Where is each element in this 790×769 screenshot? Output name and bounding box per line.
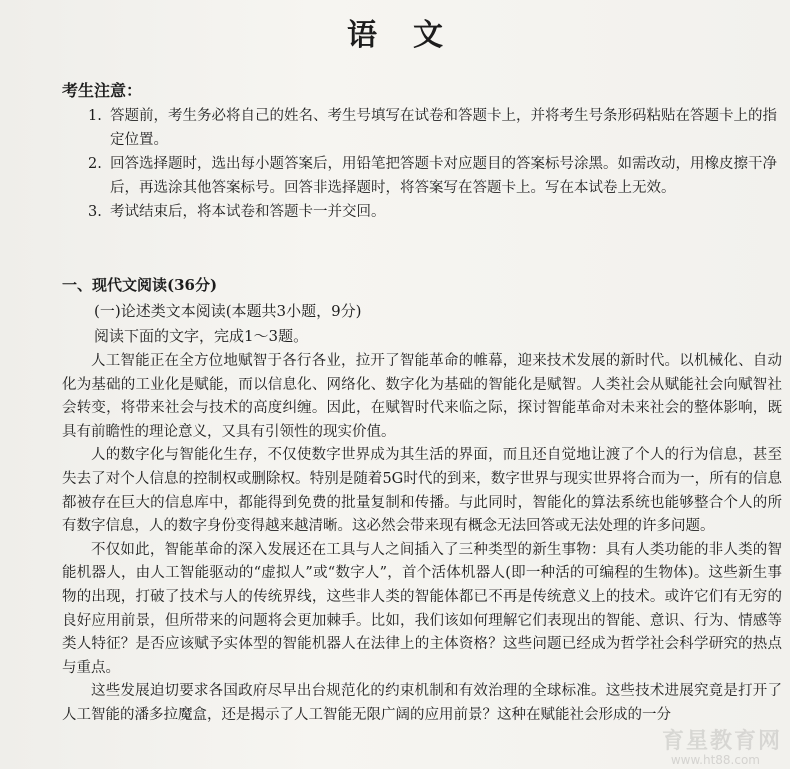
notice-item <box>88 104 778 152</box>
notice-list <box>88 104 778 224</box>
notice-heading: 考生注意： <box>62 81 143 100</box>
notice-number: 3. <box>88 204 102 220</box>
reading-instruction: 阅读下面的文字，完成1～3题。 <box>94 327 309 345</box>
reading-passage <box>62 350 782 728</box>
notice-number: 2. <box>88 156 102 172</box>
watermark: 育星教育网 <box>661 729 782 754</box>
notice-text: 考试结束后，将本试卷和答题卡一并交回。 <box>110 204 386 220</box>
passage-paragraph: 人的数字化与智能化生存，不仅使数字世界成为其生活的界面，而且还自觉地让渡了个人的行为信息，甚至失去了对个人信息的控制权或删除权。特别是随着5G时代的到来，数字世界与现实世界将合而为一，所有的信息都被存在巨大的信息库中，都能得到免费的批量复制和传播。与此同时，智能化的算法系统也能够整合个人的所有数字信息，人的数字身份变得越来越清晰。这必然会带来现有概念无法回答或无法处理的许多问题。 <box>62 447 782 535</box>
sub-section-heading: (一)论述类文本阅读(本题共3小题，9分) <box>94 302 362 320</box>
section-heading: 一、现代文阅读(36分) <box>62 276 218 294</box>
passage-paragraph: 这些发展迫切要求各国政府尽早出台规范化的约束机制和有效治理的全球标准。这些技术进展究竟是打开了人工智能的潘多拉魔盒，还是揭示了人工智能无限广阔的应用前景？这种在赋能社会形成的一分 <box>62 683 782 723</box>
passage-paragraph: 人工智能正在全方位地赋智于各行各业，拉开了智能革命的帷幕，迎来技术发展的新时代。以机械化、自动化为基础的工业化是赋能，而以信息化、网络化、数字化为基础的智能化是赋智。人类社会从赋能社会向赋智社会转变，将带来社会与技术的高度纠缠。因此，在赋智时代来临之际，探讨智能革命对未来社会的整体影响，既具有前瞻性的理论意义，又具有引领性的现实价值。 <box>62 353 782 440</box>
notice-text: 答题前，考生务必将自己的姓名、考生号填写在试卷和答题卡上，并将考生号条形码粘贴在答题卡上的指定位置。 <box>110 108 777 148</box>
watermark-url: www.ht88.com <box>670 753 760 767</box>
notice-text: 回答选择题时，选出每小题答案后，用铅笔把答题卡对应题目的答案标号涂黑。如需改动，用橡皮擦干净后，再选涂其他答案标号。回答非选择题时，将答案写在答题卡上。写在本试卷上无效。 <box>110 156 777 196</box>
notice-item <box>88 152 778 200</box>
page-title: 语文 <box>347 18 479 53</box>
notice-item <box>88 200 778 224</box>
passage-paragraph: 不仅如此，智能革命的深入发展还在工具与人之间插入了三种类型的新生事物：具有人类功能的非人类的智能机器人，由人工智能驱动的“虚拟人”或“数字人”，首个活体机器人(即一种活的可编程的生物体)。这些新生事物的出现，打破了技术与人的传统界线，这些非人类的智能体都已不再是传统意义上的技术。或许它们有无穷的良好应用前景，但所带来的问题将会更加棘手。比如，我们该如何理解它们表现出的智能、意识、行为、情感等类人特征？是否应该赋予实体型的智能机器人在法律上的主体资格？这些问题已经成为哲学社会科学研究的热点与重点。 <box>62 541 782 676</box>
notice-number: 1. <box>88 108 102 124</box>
